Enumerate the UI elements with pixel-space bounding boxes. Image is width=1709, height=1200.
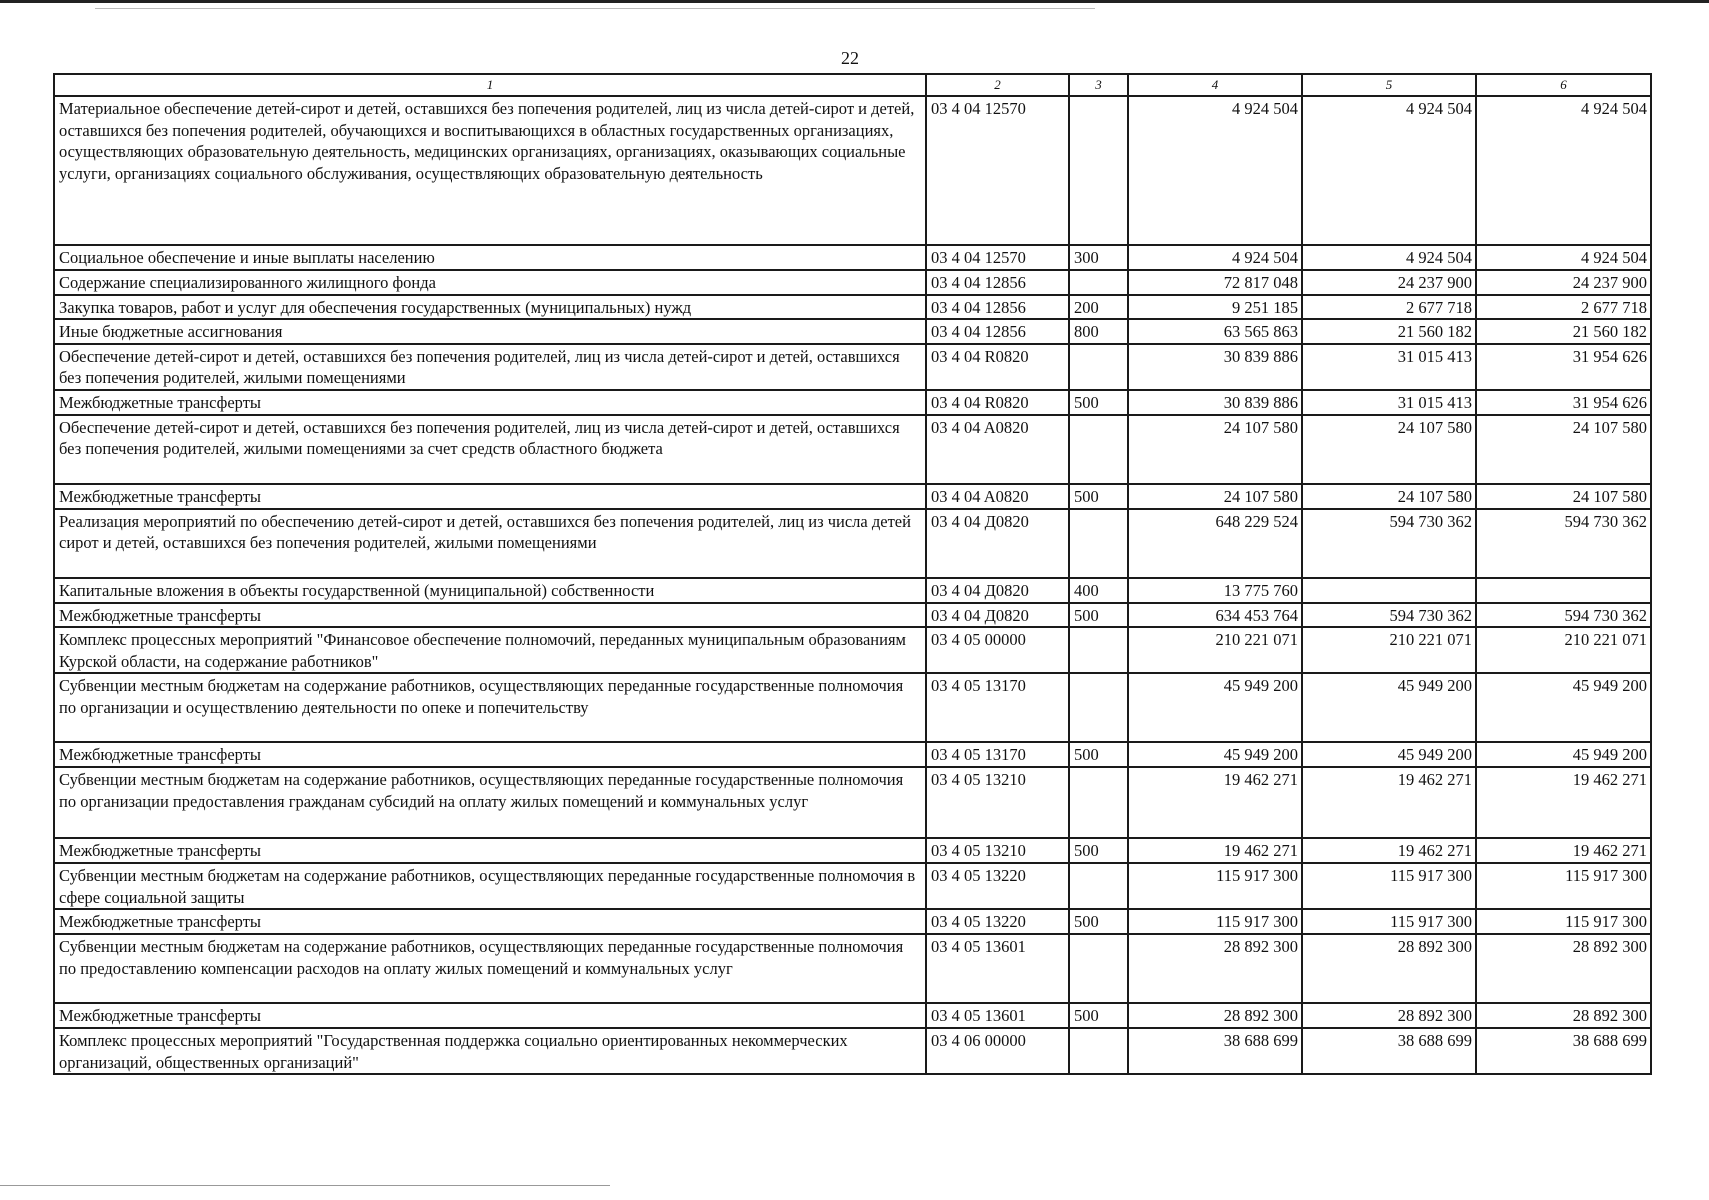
row-amount-cell-4: 30 839 886 bbox=[1128, 344, 1302, 390]
table-row bbox=[54, 245, 1651, 270]
table-row bbox=[54, 909, 1651, 934]
row-code-cell: 03 4 04 R0820 bbox=[926, 344, 1069, 390]
row-amount-cell-5: 115 917 300 bbox=[1302, 863, 1476, 909]
row-code-cell: 03 4 04 A0820 bbox=[926, 415, 1069, 484]
scan-artifact-line-bottom bbox=[0, 1185, 610, 1186]
table-row bbox=[54, 838, 1651, 863]
row-amount-cell-4: 634 453 764 bbox=[1128, 603, 1302, 628]
row-code-cell: 03 4 04 12856 bbox=[926, 270, 1069, 295]
row-name-cell: Субвенции местным бюджетам на содержание работников, осуществляющих переданные государственные полномочия по организации предоставления гражданам субсидий на оплату жилых помещений и коммунальных услуг bbox=[54, 767, 926, 838]
row-amount-cell-5: 24 237 900 bbox=[1302, 270, 1476, 295]
table-row bbox=[54, 270, 1651, 295]
row-amount-cell-4: 72 817 048 bbox=[1128, 270, 1302, 295]
row-name-cell: Субвенции местным бюджетам на содержание работников, осуществляющих переданные государственные полномочия в сфере социальной защиты bbox=[54, 863, 926, 909]
row-code-cell: 03 4 04 12570 bbox=[926, 245, 1069, 270]
row-expense-type-cell: 800 bbox=[1069, 319, 1128, 344]
table-row bbox=[54, 1003, 1651, 1028]
row-amount-cell-5: 21 560 182 bbox=[1302, 319, 1476, 344]
row-amount-cell-5: 2 677 718 bbox=[1302, 295, 1476, 320]
table-row bbox=[54, 578, 1651, 603]
row-code-cell: 03 4 05 00000 bbox=[926, 627, 1069, 673]
row-name-cell: Обеспечение детей-сирот и детей, оставшихся без попечения родителей, лиц из числа детей-сирот и детей, оставшихся без попечения родителей, жилыми помещениями bbox=[54, 344, 926, 390]
row-amount-cell-4: 24 107 580 bbox=[1128, 484, 1302, 509]
row-amount-cell-6: 4 924 504 bbox=[1476, 245, 1651, 270]
row-amount-cell-6: 19 462 271 bbox=[1476, 767, 1651, 838]
row-amount-cell-4: 9 251 185 bbox=[1128, 295, 1302, 320]
row-name-cell: Закупка товаров, работ и услуг для обеспечения государственных (муниципальных) нужд bbox=[54, 295, 926, 320]
row-amount-cell-5: 31 015 413 bbox=[1302, 344, 1476, 390]
row-amount-cell-6: 19 462 271 bbox=[1476, 838, 1651, 863]
column-header-5: 5 bbox=[1302, 74, 1476, 96]
row-expense-type-cell: 500 bbox=[1069, 909, 1128, 934]
row-amount-cell-4: 38 688 699 bbox=[1128, 1028, 1302, 1074]
table-row bbox=[54, 767, 1651, 838]
row-amount-cell-5: 210 221 071 bbox=[1302, 627, 1476, 673]
row-amount-cell-5: 45 949 200 bbox=[1302, 673, 1476, 742]
row-amount-cell-6: 45 949 200 bbox=[1476, 673, 1651, 742]
row-amount-cell-5: 594 730 362 bbox=[1302, 603, 1476, 628]
table-row bbox=[54, 390, 1651, 415]
row-expense-type-cell: 500 bbox=[1069, 838, 1128, 863]
table-row bbox=[54, 863, 1651, 909]
row-amount-cell-5: 19 462 271 bbox=[1302, 838, 1476, 863]
row-amount-cell-4: 63 565 863 bbox=[1128, 319, 1302, 344]
row-name-cell: Межбюджетные трансферты bbox=[54, 603, 926, 628]
row-amount-cell-6: 210 221 071 bbox=[1476, 627, 1651, 673]
row-expense-type-cell bbox=[1069, 270, 1128, 295]
row-amount-cell-5: 4 924 504 bbox=[1302, 96, 1476, 245]
row-name-cell: Межбюджетные трансферты bbox=[54, 742, 926, 767]
row-name-cell: Реализация мероприятий по обеспечению детей-сирот и детей, оставшихся без попечения родителей, лиц из числа детей сирот и детей, оставшихся без попечения родителей, жилыми помещениями bbox=[54, 509, 926, 578]
row-amount-cell-5 bbox=[1302, 578, 1476, 603]
row-amount-cell-4: 45 949 200 bbox=[1128, 742, 1302, 767]
row-amount-cell-5: 115 917 300 bbox=[1302, 909, 1476, 934]
table-row bbox=[54, 415, 1651, 484]
scan-artifact-line bbox=[95, 8, 1095, 9]
row-code-cell: 03 4 04 12570 bbox=[926, 96, 1069, 245]
table-row bbox=[54, 603, 1651, 628]
row-code-cell: 03 4 05 13220 bbox=[926, 909, 1069, 934]
row-code-cell: 03 4 06 00000 bbox=[926, 1028, 1069, 1074]
row-name-cell: Межбюджетные трансферты bbox=[54, 484, 926, 509]
row-name-cell: Субвенции местным бюджетам на содержание работников, осуществляющих переданные государственные полномочия по организации и осуществлению деятельности по опеке и попечительству bbox=[54, 673, 926, 742]
row-name-cell: Социальное обеспечение и иные выплаты населению bbox=[54, 245, 926, 270]
row-name-cell: Материальное обеспечение детей-сирот и детей, оставшихся без попечения родителей, лиц из числа детей-сирот и детей, оставшихся без попечения родителей, обучающихся и воспитывающихся в областных государственных организациях, осуществляющих образовательную деятельность, медицинских организациях, организациях, оказывающих социальные услуги, организациях социального обслуживания, осуществляющих образовательную деятельность bbox=[54, 96, 926, 245]
row-amount-cell-5: 45 949 200 bbox=[1302, 742, 1476, 767]
column-number-row bbox=[54, 74, 1651, 96]
row-amount-cell-6: 594 730 362 bbox=[1476, 509, 1651, 578]
row-expense-type-cell bbox=[1069, 415, 1128, 484]
row-amount-cell-4: 24 107 580 bbox=[1128, 415, 1302, 484]
row-expense-type-cell: 200 bbox=[1069, 295, 1128, 320]
row-code-cell: 03 4 04 A0820 bbox=[926, 484, 1069, 509]
row-expense-type-cell: 500 bbox=[1069, 484, 1128, 509]
row-amount-cell-6: 4 924 504 bbox=[1476, 96, 1651, 245]
table-row bbox=[54, 673, 1651, 742]
row-code-cell: 03 4 05 13170 bbox=[926, 673, 1069, 742]
row-name-cell: Капитальные вложения в объекты государственной (муниципальной) собственности bbox=[54, 578, 926, 603]
row-amount-cell-4: 4 924 504 bbox=[1128, 245, 1302, 270]
row-name-cell: Комплекс процессных мероприятий "Государственная поддержка социально ориентированных некоммерческих организаций, общественных организаций" bbox=[54, 1028, 926, 1074]
budget-table bbox=[53, 73, 1652, 1075]
row-amount-cell-6: 2 677 718 bbox=[1476, 295, 1651, 320]
row-name-cell: Комплекс процессных мероприятий "Финансовое обеспечение полномочий, переданных муниципальным образованиям Курской области, на содержание работников" bbox=[54, 627, 926, 673]
row-expense-type-cell: 500 bbox=[1069, 603, 1128, 628]
table-row bbox=[54, 484, 1651, 509]
row-amount-cell-6: 24 107 580 bbox=[1476, 484, 1651, 509]
row-expense-type-cell bbox=[1069, 509, 1128, 578]
column-header-4: 4 bbox=[1128, 74, 1302, 96]
row-amount-cell-4: 30 839 886 bbox=[1128, 390, 1302, 415]
row-name-cell: Межбюджетные трансферты bbox=[54, 1003, 926, 1028]
row-expense-type-cell: 300 bbox=[1069, 245, 1128, 270]
row-amount-cell-4: 115 917 300 bbox=[1128, 863, 1302, 909]
row-code-cell: 03 4 05 13601 bbox=[926, 1003, 1069, 1028]
row-code-cell: 03 4 04 Д0820 bbox=[926, 578, 1069, 603]
row-amount-cell-6: 31 954 626 bbox=[1476, 390, 1651, 415]
column-header-2: 2 bbox=[926, 74, 1069, 96]
row-amount-cell-6: 594 730 362 bbox=[1476, 603, 1651, 628]
row-name-cell: Содержание специализированного жилищного фонда bbox=[54, 270, 926, 295]
row-amount-cell-6: 21 560 182 bbox=[1476, 319, 1651, 344]
row-amount-cell-5: 28 892 300 bbox=[1302, 934, 1476, 1003]
table-row bbox=[54, 96, 1651, 245]
row-expense-type-cell bbox=[1069, 627, 1128, 673]
table-row bbox=[54, 319, 1651, 344]
row-code-cell: 03 4 04 Д0820 bbox=[926, 603, 1069, 628]
row-amount-cell-5: 4 924 504 bbox=[1302, 245, 1476, 270]
row-name-cell: Межбюджетные трансферты bbox=[54, 909, 926, 934]
row-code-cell: 03 4 04 Д0820 bbox=[926, 509, 1069, 578]
row-amount-cell-4: 210 221 071 bbox=[1128, 627, 1302, 673]
row-amount-cell-6 bbox=[1476, 578, 1651, 603]
row-code-cell: 03 4 05 13170 bbox=[926, 742, 1069, 767]
column-header-1: 1 bbox=[54, 74, 926, 96]
table-row bbox=[54, 344, 1651, 390]
row-code-cell: 03 4 04 12856 bbox=[926, 319, 1069, 344]
row-code-cell: 03 4 05 13601 bbox=[926, 934, 1069, 1003]
row-expense-type-cell bbox=[1069, 1028, 1128, 1074]
row-amount-cell-5: 38 688 699 bbox=[1302, 1028, 1476, 1074]
table-row bbox=[54, 295, 1651, 320]
row-name-cell: Межбюджетные трансферты bbox=[54, 838, 926, 863]
row-amount-cell-5: 24 107 580 bbox=[1302, 415, 1476, 484]
row-amount-cell-5: 594 730 362 bbox=[1302, 509, 1476, 578]
row-amount-cell-5: 19 462 271 bbox=[1302, 767, 1476, 838]
row-amount-cell-6: 115 917 300 bbox=[1476, 863, 1651, 909]
row-expense-type-cell bbox=[1069, 344, 1128, 390]
row-amount-cell-6: 28 892 300 bbox=[1476, 934, 1651, 1003]
row-amount-cell-4: 115 917 300 bbox=[1128, 909, 1302, 934]
column-header-6: 6 bbox=[1476, 74, 1651, 96]
row-expense-type-cell bbox=[1069, 673, 1128, 742]
row-code-cell: 03 4 05 13210 bbox=[926, 838, 1069, 863]
row-name-cell: Субвенции местным бюджетам на содержание работников, осуществляющих переданные государственные полномочия по предоставлению компенсации расходов на оплату жилых помещений и коммунальных услуг bbox=[54, 934, 926, 1003]
row-amount-cell-5: 28 892 300 bbox=[1302, 1003, 1476, 1028]
row-expense-type-cell bbox=[1069, 863, 1128, 909]
row-amount-cell-6: 24 237 900 bbox=[1476, 270, 1651, 295]
row-amount-cell-6: 28 892 300 bbox=[1476, 1003, 1651, 1028]
row-amount-cell-4: 45 949 200 bbox=[1128, 673, 1302, 742]
column-header-3: 3 bbox=[1069, 74, 1128, 96]
row-amount-cell-4: 648 229 524 bbox=[1128, 509, 1302, 578]
row-code-cell: 03 4 05 13220 bbox=[926, 863, 1069, 909]
row-amount-cell-6: 31 954 626 bbox=[1476, 344, 1651, 390]
row-name-cell: Иные бюджетные ассигнования bbox=[54, 319, 926, 344]
page-number: 22 bbox=[841, 48, 859, 68]
row-amount-cell-4: 28 892 300 bbox=[1128, 1003, 1302, 1028]
row-expense-type-cell: 400 bbox=[1069, 578, 1128, 603]
row-amount-cell-6: 38 688 699 bbox=[1476, 1028, 1651, 1074]
row-code-cell: 03 4 05 13210 bbox=[926, 767, 1069, 838]
row-expense-type-cell: 500 bbox=[1069, 390, 1128, 415]
row-amount-cell-5: 24 107 580 bbox=[1302, 484, 1476, 509]
table-row bbox=[54, 742, 1651, 767]
row-amount-cell-4: 4 924 504 bbox=[1128, 96, 1302, 245]
table-row bbox=[54, 934, 1651, 1003]
row-amount-cell-4: 19 462 271 bbox=[1128, 838, 1302, 863]
row-code-cell: 03 4 04 R0820 bbox=[926, 390, 1069, 415]
row-expense-type-cell bbox=[1069, 96, 1128, 245]
row-expense-type-cell bbox=[1069, 767, 1128, 838]
row-code-cell: 03 4 04 12856 bbox=[926, 295, 1069, 320]
row-expense-type-cell: 500 bbox=[1069, 742, 1128, 767]
table-row bbox=[54, 627, 1651, 673]
row-amount-cell-6: 24 107 580 bbox=[1476, 415, 1651, 484]
row-name-cell: Обеспечение детей-сирот и детей, оставшихся без попечения родителей, лиц из числа детей-сирот и детей, оставшихся без попечения родителей, жилыми помещениями за счет средств областного бюджета bbox=[54, 415, 926, 484]
row-amount-cell-6: 115 917 300 bbox=[1476, 909, 1651, 934]
row-expense-type-cell: 500 bbox=[1069, 1003, 1128, 1028]
scan-edge-top bbox=[0, 0, 1709, 3]
row-expense-type-cell bbox=[1069, 934, 1128, 1003]
row-amount-cell-6: 45 949 200 bbox=[1476, 742, 1651, 767]
row-amount-cell-4: 19 462 271 bbox=[1128, 767, 1302, 838]
table-row bbox=[54, 509, 1651, 578]
row-amount-cell-4: 13 775 760 bbox=[1128, 578, 1302, 603]
row-amount-cell-5: 31 015 413 bbox=[1302, 390, 1476, 415]
row-amount-cell-4: 28 892 300 bbox=[1128, 934, 1302, 1003]
row-name-cell: Межбюджетные трансферты bbox=[54, 390, 926, 415]
table-row bbox=[54, 1028, 1651, 1074]
